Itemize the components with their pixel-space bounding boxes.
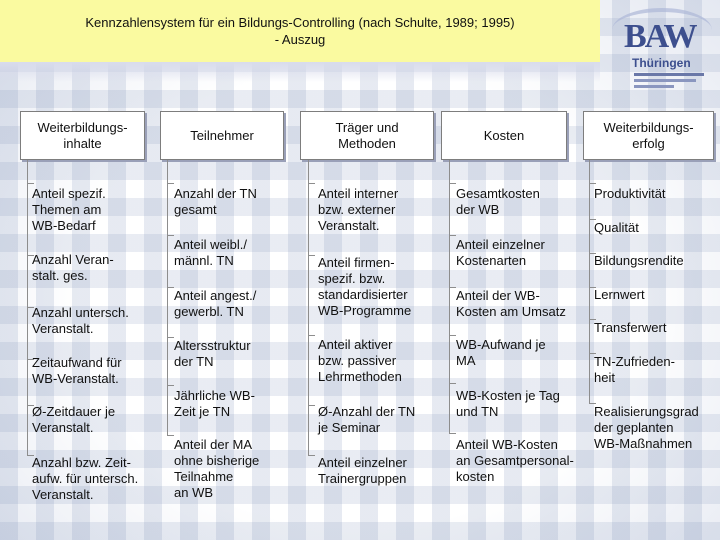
kpi-item: Gesamtkosten der WB bbox=[456, 186, 540, 217]
column-header-erfolg bbox=[583, 111, 714, 160]
logo-subtitle: Thüringen bbox=[632, 56, 691, 70]
column-title: Weiterbildungs- erfolg bbox=[603, 119, 694, 151]
kpi-item: Anzahl Veran- stalt. ges. bbox=[32, 252, 114, 283]
kpi-item: Anteil der WB- Kosten am Umsatz bbox=[456, 288, 566, 319]
connector-line bbox=[308, 183, 315, 256]
kpi-item: Anteil angest./ gewerbl. TN bbox=[174, 288, 257, 319]
connector-line bbox=[167, 337, 174, 386]
column-header-teilnehmer bbox=[160, 111, 284, 160]
connector-line bbox=[449, 160, 456, 184]
kpi-item: Bildungsrendite bbox=[594, 253, 684, 268]
connector-line bbox=[308, 160, 315, 184]
kpi-item: Anteil WB-Kosten an Gesamtpersonal- kosten bbox=[456, 437, 574, 484]
connector-line bbox=[449, 383, 456, 434]
kpi-item: Anteil spezif. Themen am WB-Bedarf bbox=[32, 186, 106, 233]
logo-fineprint-line bbox=[634, 85, 674, 88]
column-title: Weiterbildungs- inhalte bbox=[37, 119, 128, 151]
kpi-item: TN-Zufrieden- heit bbox=[594, 354, 675, 385]
kpi-item: Lernwert bbox=[594, 287, 645, 302]
connector-line bbox=[167, 160, 174, 184]
kpi-item: Anzahl der TN gesamt bbox=[174, 186, 257, 217]
logo-fineprint-line bbox=[634, 73, 704, 76]
kpi-item: Jährliche WB- Zeit je TN bbox=[174, 388, 255, 419]
kpi-item: Anteil firmen- spezif. bzw. standardisierter WB-Programme bbox=[318, 255, 412, 318]
connector-line bbox=[449, 235, 456, 288]
kpi-item: Anzahl bzw. Zeit- aufw. für untersch. Veranstalt. bbox=[32, 455, 139, 502]
column-title: Träger und Methoden bbox=[335, 119, 399, 151]
kpi-item: Realisierungsgrad der geplanten WB-Maßnahmen bbox=[594, 404, 699, 451]
kpi-item: WB-Aufwand je MA bbox=[456, 337, 546, 368]
connector-line bbox=[449, 287, 456, 336]
kpi-item: WB-Kosten je Tag und TN bbox=[456, 388, 560, 419]
title-line-1: Kennzahlensystem für ein Bildungs-Controlling (nach Schulte, 1989; 1995) bbox=[85, 15, 515, 30]
kpi-item: Ø-Zeitdauer je Veranstalt. bbox=[32, 404, 116, 435]
kpi-item: Qualität bbox=[594, 220, 639, 235]
connector-line bbox=[308, 335, 315, 406]
kpi-item: Anteil der MA ohne bisherige Teilnahme an WB bbox=[174, 437, 260, 500]
title-line-2: - Auszug bbox=[274, 32, 326, 47]
connector-line bbox=[449, 335, 456, 384]
column-title: Teilnehmer bbox=[190, 127, 254, 143]
kpi-item: Anteil weibl./ männl. TN bbox=[174, 237, 247, 268]
kpi-item: Anteil interner bzw. externer Veranstalt. bbox=[318, 186, 399, 233]
kpi-item: Anteil einzelner Kostenarten bbox=[456, 237, 545, 268]
connector-line bbox=[449, 183, 456, 236]
connector-line bbox=[167, 287, 174, 338]
kpi-item: Anteil einzelner Trainergruppen bbox=[318, 455, 407, 486]
column-header-inhalte bbox=[20, 111, 145, 160]
title-banner bbox=[0, 0, 600, 62]
column-title: Kosten bbox=[483, 127, 525, 143]
connector-line bbox=[308, 255, 315, 336]
logo-fineprint-line bbox=[634, 79, 696, 82]
baw-logo bbox=[612, 6, 716, 98]
logo-mark: BAW bbox=[624, 18, 696, 55]
connector-line bbox=[27, 160, 34, 184]
connector-line bbox=[167, 385, 174, 436]
kpi-item: Altersstruktur der TN bbox=[174, 338, 251, 369]
column-header-traeger bbox=[300, 111, 434, 160]
column-header-kosten bbox=[441, 111, 567, 160]
connector-line bbox=[167, 183, 174, 236]
kpi-item: Anteil aktiver bzw. passiver Lehrmethoden bbox=[318, 337, 402, 384]
kpi-item: Zeitaufwand für WB-Veranstalt. bbox=[32, 355, 122, 386]
kpi-item: Ø-Anzahl der TN je Seminar bbox=[318, 404, 416, 435]
kpi-item: Transferwert bbox=[594, 320, 667, 335]
kpi-item: Anzahl untersch. Veranstalt. bbox=[32, 305, 129, 336]
connector-line bbox=[308, 405, 315, 456]
connector-line bbox=[167, 235, 174, 288]
banner-shadow bbox=[0, 62, 600, 82]
kpi-item: Produktivität bbox=[594, 186, 666, 201]
connector-line bbox=[589, 160, 596, 184]
